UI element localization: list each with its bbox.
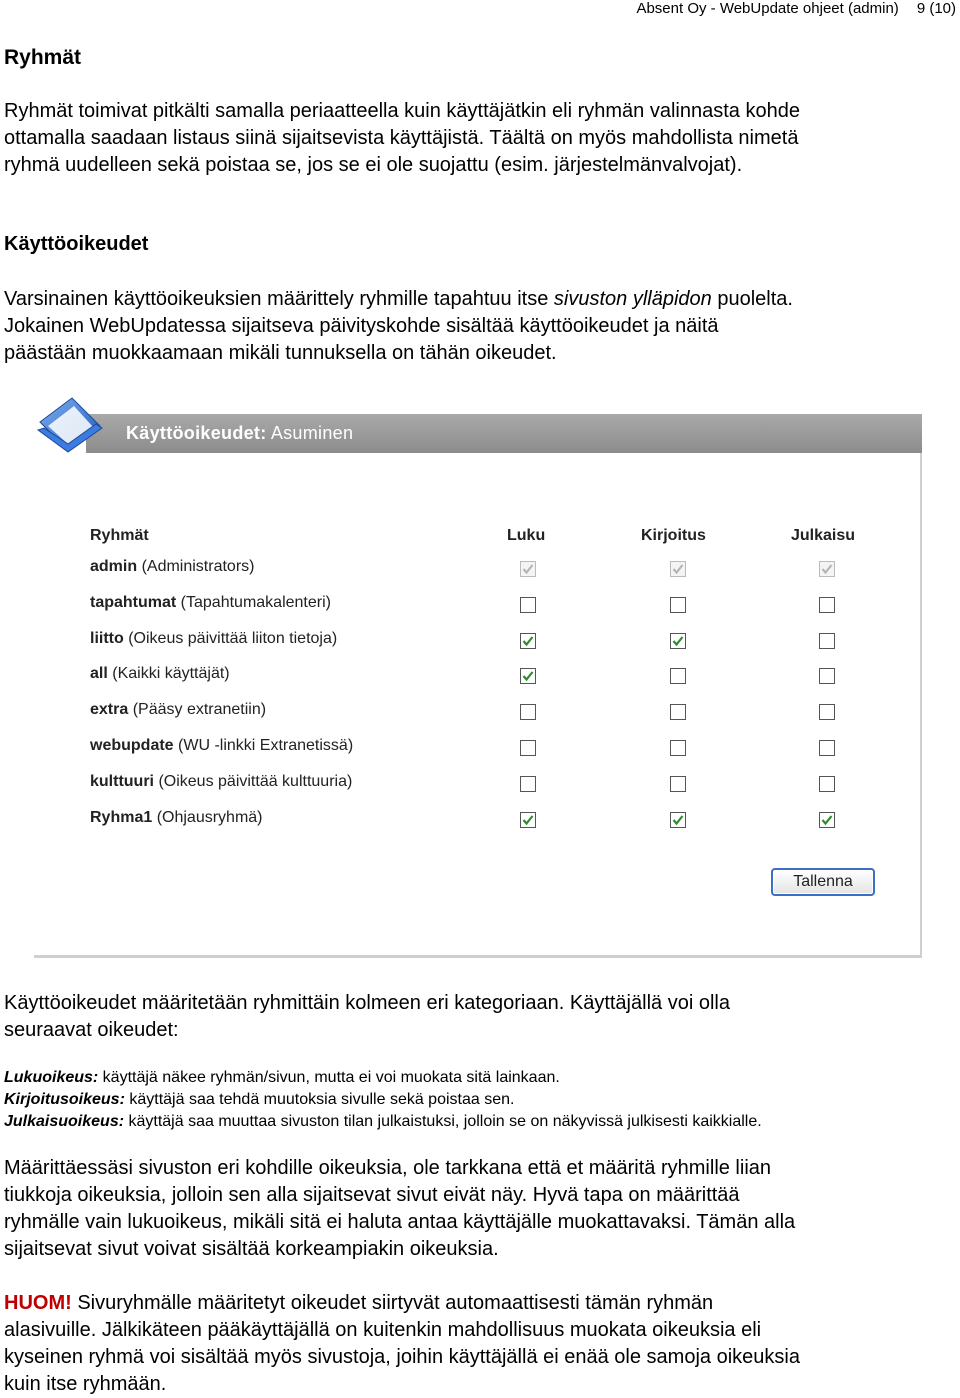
julkaisu-checkbox[interactable] [819, 740, 835, 756]
heading-ryhmat: Ryhmät [4, 46, 82, 69]
julkaisu-checkbox [819, 561, 835, 577]
luku-checkbox[interactable] [520, 776, 536, 792]
group-name: tapahtumat [90, 593, 177, 611]
group-label [90, 737, 353, 755]
text-line: tiukkoja oikeuksia, jolloin sen alla sijaitsevat sivut eivät näy. Hyvä tapa on määrittää [4, 1184, 740, 1206]
kirjoitus-checkbox[interactable] [670, 668, 686, 684]
text-line: Jokainen WebUpdatessa sijaitseva päivityskohde sisältää käyttöoikeudet ja näitä [4, 315, 719, 337]
text-line: Käyttöoikeudet määritetään ryhmittäin kolmeen eri kategoriaan. Käyttäjällä voi olla [4, 992, 730, 1014]
group-description: (Oikeus päivittää kulttuuria) [154, 772, 353, 790]
julkaisu-checkbox[interactable] [819, 704, 835, 720]
categories-paragraph [4, 990, 730, 1044]
right-term: Julkaisuoikeus: [4, 1113, 125, 1130]
group-description: (Ohjausryhmä) [152, 808, 263, 826]
column-header-ryhmat: Ryhmät [90, 527, 149, 544]
text-span: Varsinainen käyttöoikeuksien määrittely ryhmille tapahtuu itse [4, 288, 554, 310]
column-header-kirjoitus: Kirjoitus [641, 527, 706, 544]
right-definition [4, 1067, 762, 1089]
column-header-julkaisu: Julkaisu [791, 527, 856, 544]
folder-icon [34, 392, 106, 462]
group-name: kulttuuri [90, 772, 154, 790]
panel-title-rest: Asuminen [266, 423, 354, 443]
heading-kayttooikeudet: Käyttöoikeudet [4, 233, 149, 255]
right-definition [4, 1089, 762, 1111]
save-button[interactable]: Tallenna [771, 868, 875, 896]
group-label [90, 665, 230, 683]
group-description: (Administrators) [137, 558, 255, 575]
group-name: extra [90, 701, 129, 719]
rights-definitions [4, 1067, 762, 1133]
group-label [90, 701, 266, 719]
group-description: (WU -linkki Extranetissä) [173, 737, 354, 754]
kirjoitus-checkbox[interactable] [670, 812, 686, 828]
kirjoitus-checkbox[interactable] [670, 776, 686, 792]
text-line: päästään muokkaamaan mikäli tunnuksella on tähän oikeudet. [4, 342, 557, 364]
text-line: alasivuille. Jälkikäteen pääkäyttäjällä on kuitenkin mahdollisuus muokata oikeuksia eli [4, 1319, 762, 1341]
text-span: Sivuryhmälle määritetyt oikeudet siirtyvät automaattisesti tämän ryhmän [71, 1292, 714, 1314]
right-definition [4, 1111, 762, 1133]
group-description: (Pääsy extranetiin) [128, 701, 267, 719]
note-paragraph [4, 1290, 800, 1398]
italic-term: sivuston ylläpidon [553, 288, 712, 310]
julkaisu-checkbox[interactable] [819, 633, 835, 649]
right-text: käyttäjä näkee ryhmän/sivun, mutta ei voi muokata sitä lainkaan. [98, 1069, 560, 1086]
right-text: käyttäjä saa muuttaa sivuston tilan julkaistuksi, jolloin se on näkyvissä julkisesti kaikkialle. [124, 1113, 762, 1130]
group-label [90, 773, 352, 791]
group-label [90, 558, 254, 576]
rights-intro-paragraph [4, 286, 793, 367]
header-title: Absent Oy - WebUpdate ohjeet (admin) [636, 0, 899, 17]
text-line: kuin itse ryhmään. [4, 1373, 167, 1395]
text-line [4, 1290, 800, 1317]
text-span: puolelta. [711, 288, 793, 310]
group-description: (Oikeus päivittää liiton tietoja) [123, 629, 338, 647]
intro-line: Ryhmät toimivat pitkälti samalla periaatteella kuin käyttäjätkin eli ryhmän valinnasta kohde [4, 100, 800, 122]
group-label [90, 594, 331, 612]
luku-checkbox[interactable] [520, 597, 536, 613]
right-term: Kirjoitusoikeus: [4, 1091, 125, 1108]
kirjoitus-checkbox[interactable] [670, 740, 686, 756]
text-line: Määrittäessäsi sivuston eri kohdille oikeuksia, ole tarkkana että et määritä ryhmille liian [4, 1157, 772, 1179]
luku-checkbox[interactable] [520, 633, 536, 649]
kirjoitus-checkbox[interactable] [670, 704, 686, 720]
julkaisu-checkbox[interactable] [819, 776, 835, 792]
group-name: all [90, 665, 108, 683]
julkaisu-checkbox[interactable] [819, 597, 835, 613]
kirjoitus-checkbox[interactable] [670, 633, 686, 649]
luku-checkbox [520, 561, 536, 577]
julkaisu-checkbox[interactable] [819, 668, 835, 684]
luku-checkbox[interactable] [520, 668, 536, 684]
page-header [636, 0, 956, 17]
right-text: käyttäjä saa tehdä muutoksia sivulle sekä poistaa sen. [124, 1091, 515, 1108]
group-description: (Kaikki käyttäjät) [107, 665, 230, 683]
text-line: seuraavat oikeudet: [4, 1019, 179, 1041]
text-line: ryhmälle vain lukuoikeus, mikäli sitä ei haluta antaa käyttäjälle muokattavaksi. Tämän alla [4, 1211, 796, 1233]
group-label [90, 630, 337, 648]
text-line: kyseinen ryhmä voi sisältää myös sivustoja, joihin käyttäjällä ei enää ole samoja oikeuksia [4, 1346, 800, 1368]
note-label: HUOM! [4, 1292, 72, 1314]
luku-checkbox[interactable] [520, 812, 536, 828]
panel-title [126, 423, 353, 444]
group-name: webupdate [90, 737, 174, 754]
group-name: liitto [90, 629, 124, 647]
kirjoitus-checkbox [670, 561, 686, 577]
defining-paragraph [4, 1155, 795, 1263]
julkaisu-checkbox[interactable] [819, 812, 835, 828]
group-label [90, 809, 263, 827]
group-description: (Tapahtumakalenteri) [176, 593, 331, 611]
intro-line: ottamalla saadaan listaus siinä sijaitsevista käyttäjistä. Täältä on myös mahdollista nimetä [4, 127, 799, 149]
panel-title-bold: Käyttöoikeudet: [126, 423, 267, 443]
right-term: Lukuoikeus: [4, 1069, 99, 1086]
kirjoitus-checkbox[interactable] [670, 597, 686, 613]
luku-checkbox[interactable] [520, 740, 536, 756]
page-number: 9 (10) [916, 0, 956, 17]
group-name: admin [90, 558, 138, 575]
permissions-panel [34, 392, 922, 958]
intro-line: ryhmä uudelleen sekä poistaa se, jos se ei ole suojattu (esim. järjestelmänvalvojat). [4, 154, 743, 176]
column-header-luku: Luku [507, 527, 546, 544]
text-line: sijaitsevat sivut voivat sisältää korkeampiakin oikeuksia. [4, 1238, 499, 1260]
luku-checkbox[interactable] [520, 704, 536, 720]
text-line [4, 286, 793, 313]
intro-paragraph [4, 98, 800, 179]
group-name: Ryhma1 [90, 808, 153, 826]
